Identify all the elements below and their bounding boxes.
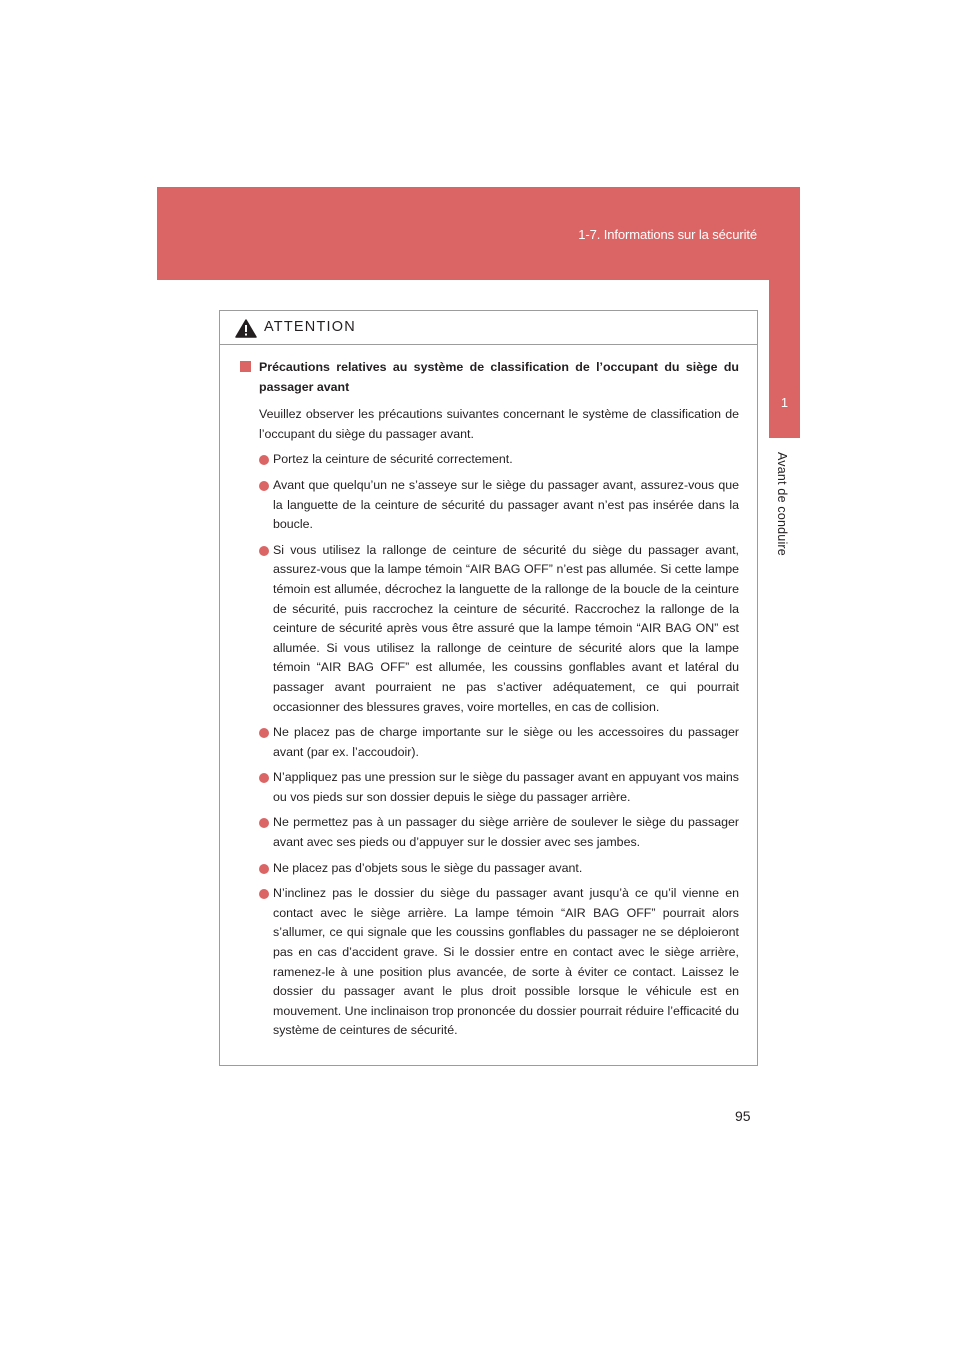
list-item-text: Portez la ceinture de sécurité correctement.	[273, 452, 513, 467]
list-item	[259, 541, 739, 717]
bullet-dot-icon	[259, 728, 269, 738]
subheading-text: Précautions relatives au système de classification de l’occupant du siège du passager avant	[259, 360, 739, 394]
bullet-dot-icon	[259, 455, 269, 465]
section-title: 1-7. Informations sur la sécurité	[578, 227, 757, 242]
bullet-dot-icon	[259, 546, 269, 556]
warning-header	[220, 311, 757, 345]
intro-text: Veuillez observer les précautions suivantes concernant le système de classification de l’occupant du siège du passager avant.	[259, 407, 739, 441]
warning-box	[219, 310, 758, 1066]
list-item-text: N’appliquez pas une pression sur le siège du passager avant en appuyant vos mains ou vos pieds sur son dossier depuis le siège du passager arrière.	[273, 770, 739, 804]
header-band	[157, 187, 800, 280]
bullet-dot-icon	[259, 864, 269, 874]
precaution-list	[240, 450, 739, 1041]
list-item	[259, 884, 739, 1041]
warning-title: ATTENTION	[264, 319, 356, 335]
bullet-dot-icon	[259, 773, 269, 783]
warning-subheading	[240, 358, 739, 397]
bullet-dot-icon	[259, 818, 269, 828]
warning-body	[220, 345, 757, 1041]
bullet-dot-icon	[259, 481, 269, 491]
chapter-number: 1	[780, 395, 789, 410]
square-bullet-icon	[240, 361, 251, 372]
list-item-text: Si vous utilisez la rallonge de ceinture de sécurité du siège du passager avant, assurez-vous que la lampe témoin “AIR BAG OFF” n’est pas allumée. Si cette lampe témoin est allumée, décrochez la languette de la rallonge de la boucle de la ceinture de sécurité, puis raccrochez la ceinture de sécurité. Raccrochez la rallonge de la ceinture de sécurité après vous être assuré que la lampe témoin “AIR BAG ON” est allumée. Si vous utilisez la rallonge de ceinture de sécurité alors que la lampe témoin “AIR BAG OFF” est allumée, les coussins gonflables avant et latéral du passager avant pourraient ne pas s’activer adéquatement, ce qui pourrait occasionner des blessures graves, voire mortelles, en cas de collision.	[273, 542, 739, 714]
bullet-dot-icon	[259, 889, 269, 899]
list-item	[259, 723, 739, 762]
list-item-text: Ne placez pas de charge importante sur le siège ou les accessoires du passager avant (par ex. l’accoudoir).	[273, 725, 739, 759]
list-item	[259, 450, 739, 470]
list-item-text: Ne permettez pas à un passager du siège arrière de soulever le siège du passager avant avec ses pieds ou d’appuyer sur le dossier avec ses jambes.	[273, 815, 739, 850]
list-item	[259, 813, 739, 852]
list-item-text: Ne placez pas d’objets sous le siège du passager avant.	[273, 860, 583, 875]
chapter-label: Avant de conduire	[775, 452, 789, 556]
list-item-text: N’inclinez pas le dossier du siège du passager avant jusqu’à ce qu’il vienne en contact avec le siège arrière. La lampe témoin “AIR BAG OFF” pourrait alors s’allumer, ce qui signale que les coussins gonflables du passager ne se déploieront pas en cas d’accident grave. Si le dossier entre en contact avec le siège arrière, ramenez-le à une position plus avancée, de sorte à éviter ce contact. Laissez le dossier du passager avant le plus droit possible lorsque le véhicule est en mouvement. Une inclinaison trop prononcée du dossier pourrait réduire l’efficacité du système de ceintures de sécurité.	[273, 886, 739, 1038]
warning-triangle-icon	[235, 319, 257, 338]
list-item	[259, 476, 739, 535]
page-number: 95	[735, 1108, 751, 1124]
chapter-tab	[769, 280, 800, 438]
list-item-text: Avant que quelqu’un ne s’asseye sur le siège du passager avant, assurez-vous que la languette de la ceinture de sécurité du passager avant n’est pas insérée dans la boucle.	[273, 477, 739, 532]
list-item	[259, 768, 739, 807]
list-item	[259, 859, 739, 879]
